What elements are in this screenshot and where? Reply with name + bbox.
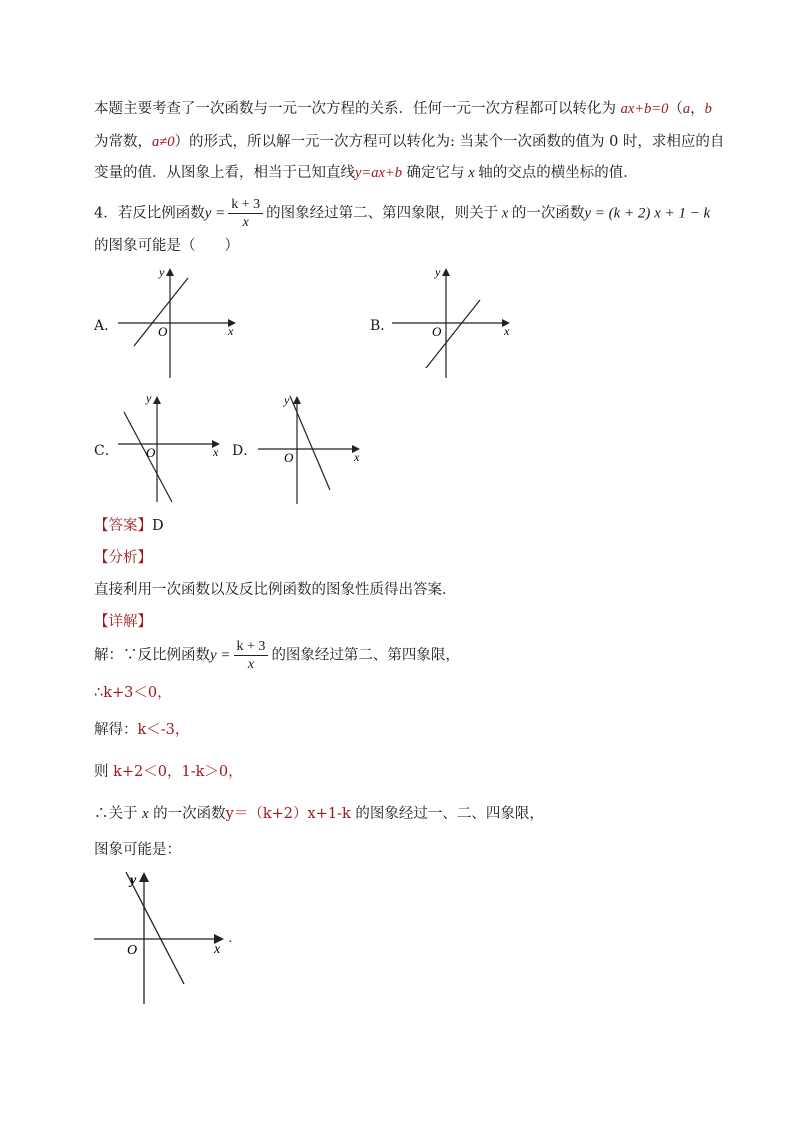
question-line-2: 的图象可能是（ ） xyxy=(94,238,239,254)
detail-step-5 xyxy=(94,804,544,824)
option-a-label: A． xyxy=(94,318,119,334)
answer-tag: 【答案】 xyxy=(94,518,152,534)
y-axis-arrow xyxy=(166,268,174,276)
question-line-1 xyxy=(94,196,710,231)
intro-text: 为常数， xyxy=(94,134,152,150)
fraction-numerator: k + 3 xyxy=(234,638,269,656)
y-label: y xyxy=(159,265,165,279)
option-c-graph xyxy=(116,390,228,505)
answer-value: D xyxy=(152,518,164,534)
question-text: 的一次函数 xyxy=(511,205,585,222)
detail-step-6: 图象可能是： xyxy=(94,842,181,858)
detail-step-3 xyxy=(94,720,189,740)
x-label: x xyxy=(354,450,360,464)
line-equation: y=ax+b xyxy=(355,165,402,181)
var-x: x xyxy=(498,205,512,222)
intro-text: ）的形式，所以解一元一次方程可以转化为: 当某个一次函数的值为 0 时，求相应的自 xyxy=(174,134,725,150)
answer-graph xyxy=(92,868,242,1008)
y-equals: y = xyxy=(204,205,226,222)
intro-text: 轴的交点的横坐标的值． xyxy=(478,165,638,181)
question-text: 的图象经过第二、第四象限，则关于 xyxy=(266,205,499,222)
y-axis-arrow xyxy=(153,396,161,404)
option-d-label: D． xyxy=(232,443,258,459)
y-axis-arrow xyxy=(139,872,149,882)
line-graph xyxy=(126,872,184,984)
detail-step-1 xyxy=(94,638,460,673)
option-b-label: B． xyxy=(370,318,395,334)
detail-text: 的图象经过第二、第四象限， xyxy=(271,647,460,664)
intro-text: 变量的值．从图象上看，相当于已知直线 xyxy=(94,165,355,181)
intro-text: 确定它与 xyxy=(401,165,465,181)
intro-line-3 xyxy=(94,163,638,183)
comma: ， xyxy=(690,101,705,117)
y-axis-arrow xyxy=(442,268,450,276)
fraction-numerator: k + 3 xyxy=(228,196,263,214)
paren: （ xyxy=(668,101,683,117)
fraction-k3-over-x xyxy=(234,638,269,673)
equation-ax-b: ax+b=0 xyxy=(620,101,669,117)
y-label: y xyxy=(284,393,290,407)
detail-text: ∴关于 xyxy=(94,806,143,822)
origin-label: O xyxy=(432,324,442,339)
detail-tag: 【详解】 xyxy=(94,614,152,630)
y-label: y xyxy=(130,873,137,888)
x-label: x xyxy=(504,324,510,338)
fraction-denominator: x xyxy=(242,215,249,230)
y-label: y xyxy=(146,391,152,405)
solution-k: k＜-3， xyxy=(137,722,190,738)
linear-function: y＝（k+2）x+1-k xyxy=(225,806,351,822)
var-x: x xyxy=(464,165,479,181)
detail-text: 解：∵反比例函数 xyxy=(94,647,210,664)
var-x: x xyxy=(142,806,149,822)
detail-step-4 xyxy=(94,762,243,782)
option-c-label: C． xyxy=(94,443,119,459)
detail-text: 的一次函数 xyxy=(148,806,226,822)
option-a-graph xyxy=(118,262,248,382)
answer-line xyxy=(94,516,164,536)
condition-a-nonzero: a≠0 xyxy=(152,134,175,150)
detail-step-2 xyxy=(94,683,172,703)
origin-label: O xyxy=(158,324,168,339)
var-a: a xyxy=(682,101,691,117)
intro-line-1 xyxy=(94,99,712,119)
detail-text: 则 xyxy=(94,764,114,780)
option-b-graph xyxy=(392,262,522,382)
var-b: b xyxy=(704,101,712,117)
fraction-k3-over-x xyxy=(228,196,263,231)
x-label: x xyxy=(213,445,219,459)
y-label: y xyxy=(435,265,441,279)
option-d-graph xyxy=(256,392,368,507)
origin-label: O xyxy=(284,450,294,465)
linear-function: y = (k + 2) x + 1 − k xyxy=(584,205,711,222)
sign-conditions: k+2＜0，1-k＞0， xyxy=(113,764,243,780)
origin-label: O xyxy=(146,445,156,460)
y-axis-arrow xyxy=(293,396,301,404)
intro-line-2 xyxy=(94,132,724,152)
origin-label: O xyxy=(127,943,138,958)
y-equals: y = xyxy=(210,647,231,664)
line-graph xyxy=(290,396,330,490)
x-label: x xyxy=(228,324,234,338)
fraction-denominator: x xyxy=(247,657,255,672)
inequality-k-plus-3: ∴k+3＜0， xyxy=(94,685,172,701)
trailing-period: ． xyxy=(228,931,242,946)
intro-text: 本题主要考查了一次函数与一元一次方程的关系．任何一元一次方程都可以转化为 xyxy=(94,101,621,117)
analysis-text: 直接利用一次函数以及反比例函数的图象性质得出答案． xyxy=(94,582,457,598)
detail-text: 的图象经过一、二、四象限， xyxy=(350,806,544,822)
x-label: x xyxy=(214,942,221,957)
analysis-tag: 【分析】 xyxy=(94,550,152,566)
detail-text: 解得： xyxy=(94,722,138,738)
question-number: 4．若反比例函数 xyxy=(94,205,205,222)
